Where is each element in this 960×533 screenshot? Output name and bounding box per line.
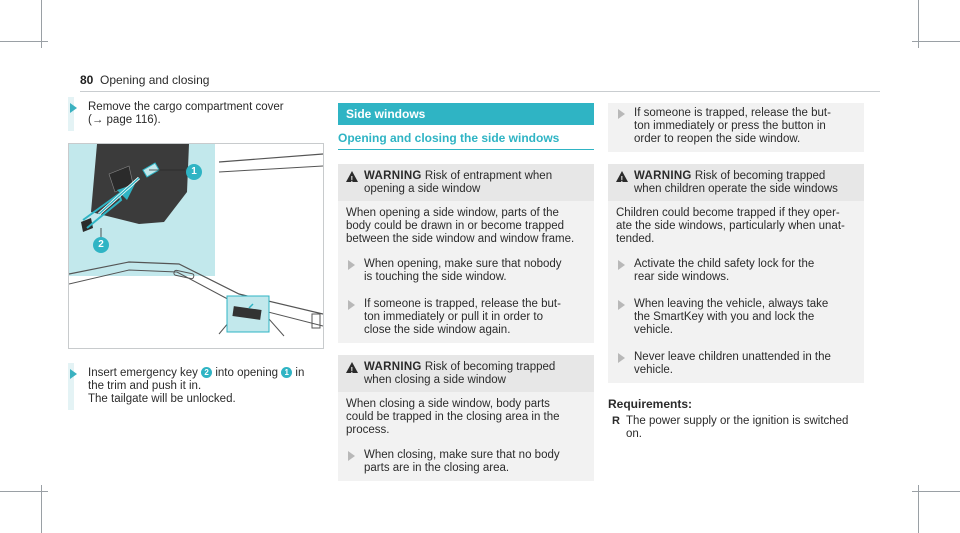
warning-step: When closing, make sure that no body parts are in the closing area.	[338, 441, 594, 481]
warning-box-entrapment: ! WARNING Risk of entrapment when opening a side window When opening a side window, parts of the body could be drawn in or become trapped between the side window and window frame. When opening, make sure that nobody is touching the side window. If someone is trapped, release the but- ton immediately or pull it in order to close the side window again.	[338, 164, 594, 343]
step-arrow-icon	[348, 300, 355, 310]
warning-step: Never leave children unattended in the vehicle.	[608, 343, 864, 383]
warning-step: When opening, make sure that nobody is touching the side window.	[338, 250, 594, 290]
header-rule	[80, 91, 880, 92]
sub-heading: Opening and closing the side windows	[338, 131, 594, 150]
crop-mark	[0, 491, 48, 492]
warning-step: If someone is trapped, release the but- ton immediately or pull it in order to close the side window again.	[338, 290, 594, 343]
callout-badge-1: 1	[186, 164, 202, 180]
step-arrow-icon	[348, 260, 355, 270]
crop-mark	[912, 491, 960, 492]
step-remove-cover: Remove the cargo compartment cover (→ page 116).	[68, 97, 324, 131]
crop-mark	[41, 485, 42, 533]
middle-column	[338, 103, 594, 481]
warning-step: If someone is trapped, release the but- ton immediately or press the button in order to reopen the side window.	[608, 103, 864, 152]
step-arrow-icon	[618, 300, 625, 310]
badge-1: 1	[281, 367, 292, 378]
left-column	[68, 97, 324, 410]
crop-mark	[912, 41, 960, 42]
crop-mark	[918, 485, 919, 533]
page-number: 80	[80, 73, 94, 87]
right-column	[608, 103, 864, 441]
warning-step: When leaving the vehicle, always take the SmartKey with you and lock the vehicle.	[608, 290, 864, 343]
step-arrow-icon	[70, 369, 77, 379]
warning-box-closing: ! WARNING Risk of becoming trapped when closing a side window When closing a side window, body parts could be trapped in the closing area in the process. When closing, make sure that no body parts are in the closing area.	[338, 355, 594, 481]
page-header-title: Opening and closing	[100, 73, 210, 87]
section-heading: Side windows	[338, 103, 594, 125]
requirement-item: R The power supply or the ignition is switched on.	[612, 415, 849, 440]
step-arrow-icon	[618, 353, 625, 363]
warning-step: Activate the child safety lock for the rear side windows.	[608, 250, 864, 290]
step-insert-key: Insert emergency key 2 into opening 1 in the trim and push it in. The tailgate will be unlocked.	[68, 363, 324, 410]
step-arrow-icon	[618, 109, 625, 119]
step-arrow-icon	[618, 260, 625, 270]
tailgate-trim-figure	[68, 143, 324, 349]
requirement-mark: R	[612, 415, 620, 427]
badge-2: 2	[201, 367, 212, 378]
warning-body: Children could become trapped if they oper- ate the side windows, particularly when unat- tended.	[616, 207, 845, 245]
step-arrow-icon	[70, 103, 77, 113]
page-reference-link[interactable]: (→ page 116).	[88, 114, 161, 126]
warning-box-children: ! WARNING Risk of becoming trapped when children operate the side windows Children could become trapped if they oper- ate the side windows, particularly when unat- tended. Activate the child safety lock for the rear side windows. When leaving the vehicle, always take the SmartKey with you and lock the vehicle. Never leave children unattended in the vehicle.	[608, 164, 864, 383]
warning-body: When closing a side window, body parts could be trapped in the closing area in the process.	[346, 398, 560, 436]
requirements-title: Requirements:	[608, 397, 693, 411]
warning-continued	[608, 103, 864, 152]
warning-body: When opening a side window, parts of the body could be drawn in or become trapped between the side window and window frame.	[346, 207, 575, 245]
step-arrow-icon	[348, 451, 355, 461]
callout-badge-2: 2	[93, 237, 109, 253]
crop-mark	[0, 41, 48, 42]
